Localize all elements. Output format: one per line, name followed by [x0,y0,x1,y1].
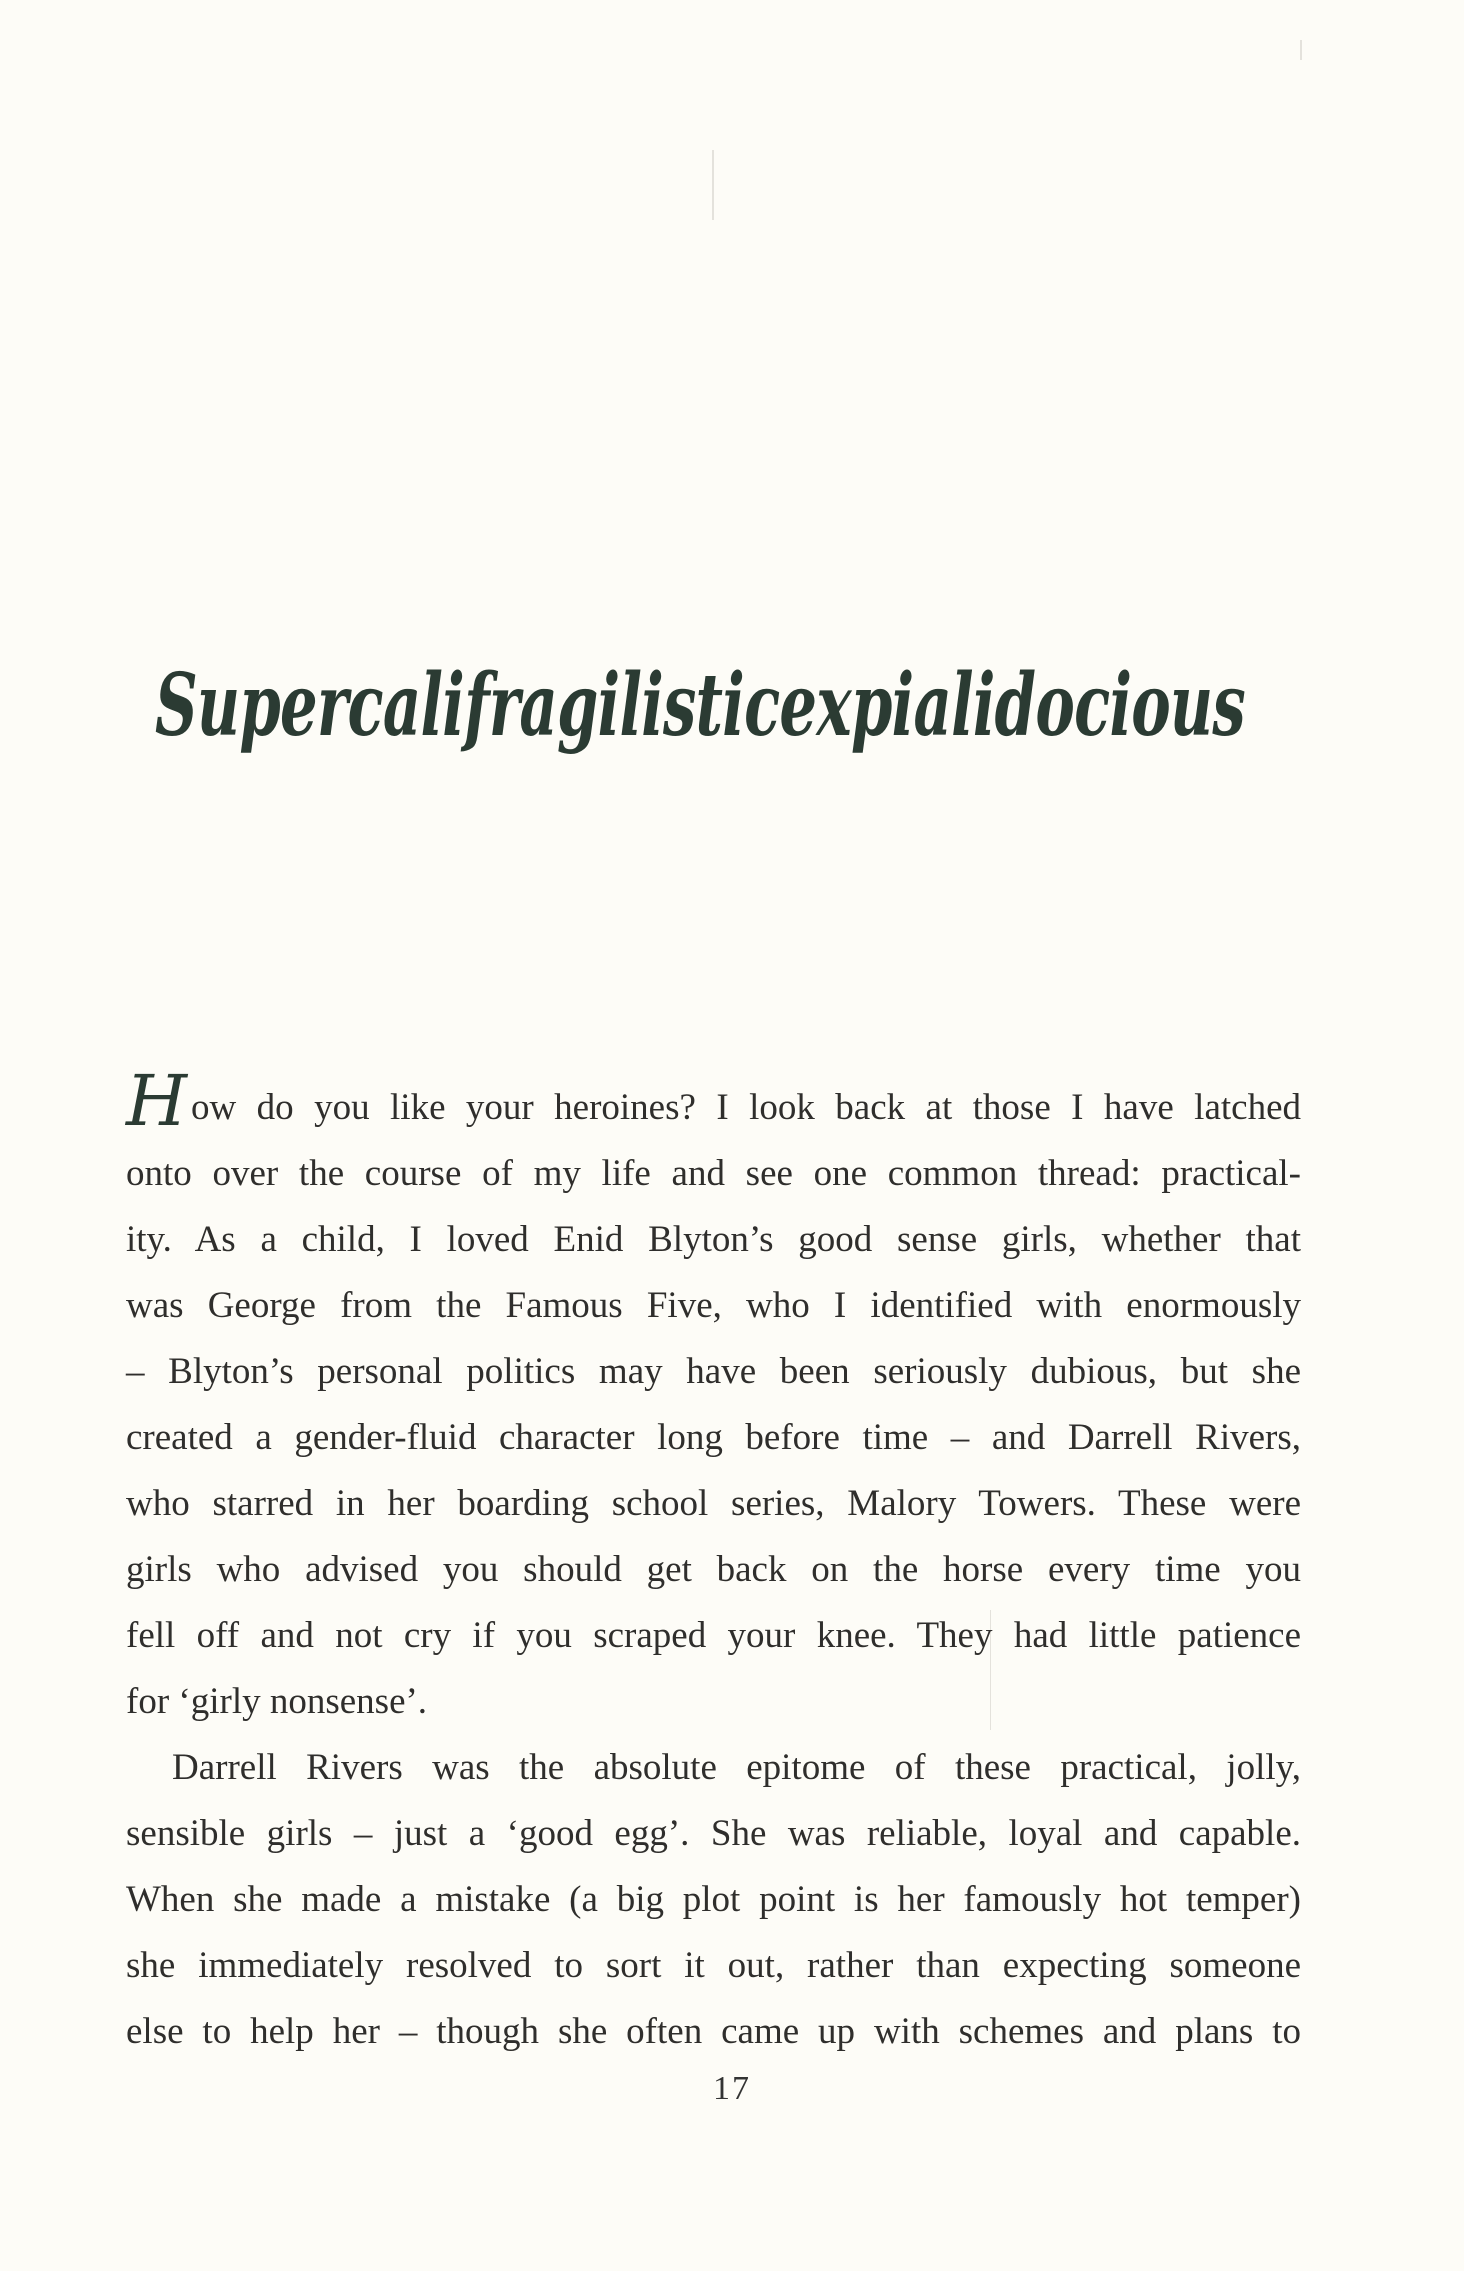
chapter-title-script [110,620,1290,810]
body-line: else to help her – though she often came up with schemes and plans to [126,2011,1301,2052]
body-line: was George from the Famous Five, who I identified with enormously [126,1285,1301,1326]
body-line [126,1060,1301,1142]
chapter-title-text: Supercalifragilisticexpialidocious [155,655,1245,756]
body-text [126,1060,1301,2065]
body-line: for ‘girly nonsense’. [126,1681,428,1722]
scan-artifact [1300,40,1302,60]
body-line: sensible girls – just a ‘good egg’. She was reliable, loyal and capable. [126,1813,1301,1854]
body-line: – Blyton’s personal politics may have been seriously dubious, but she [126,1351,1301,1392]
body-line: created a gender-fluid character long before time – and Darrell Rivers, [126,1417,1301,1458]
body-line: fell off and not cry if you scraped your knee. They had little patience [126,1615,1301,1656]
scan-artifact [712,150,714,220]
body-line: she immediately resolved to sort it out, rather than expecting someone [126,1945,1301,1986]
body-line: ity. As a child, I loved Enid Blyton’s good sense girls, whether that [126,1219,1301,1260]
page-number: 17 [713,2070,751,2107]
drop-cap: H [126,1060,188,1142]
body-line: onto over the course of my life and see one common thread: practical- [126,1153,1301,1194]
body-line: Darrell Rivers was the absolute epitome of these practical, jolly, [172,1747,1301,1788]
body-line: girls who advised you should get back on the horse every time you [126,1549,1301,1590]
body-line-text: ow do you like your heroines? I look back at those I have latched [191,1087,1301,1128]
body-line: who starred in her boarding school series, Malory Towers. These were [126,1483,1301,1524]
body-line: When she made a mistake (a big plot point is her famously hot temper) [126,1879,1301,1920]
chapter-title [110,620,1290,810]
